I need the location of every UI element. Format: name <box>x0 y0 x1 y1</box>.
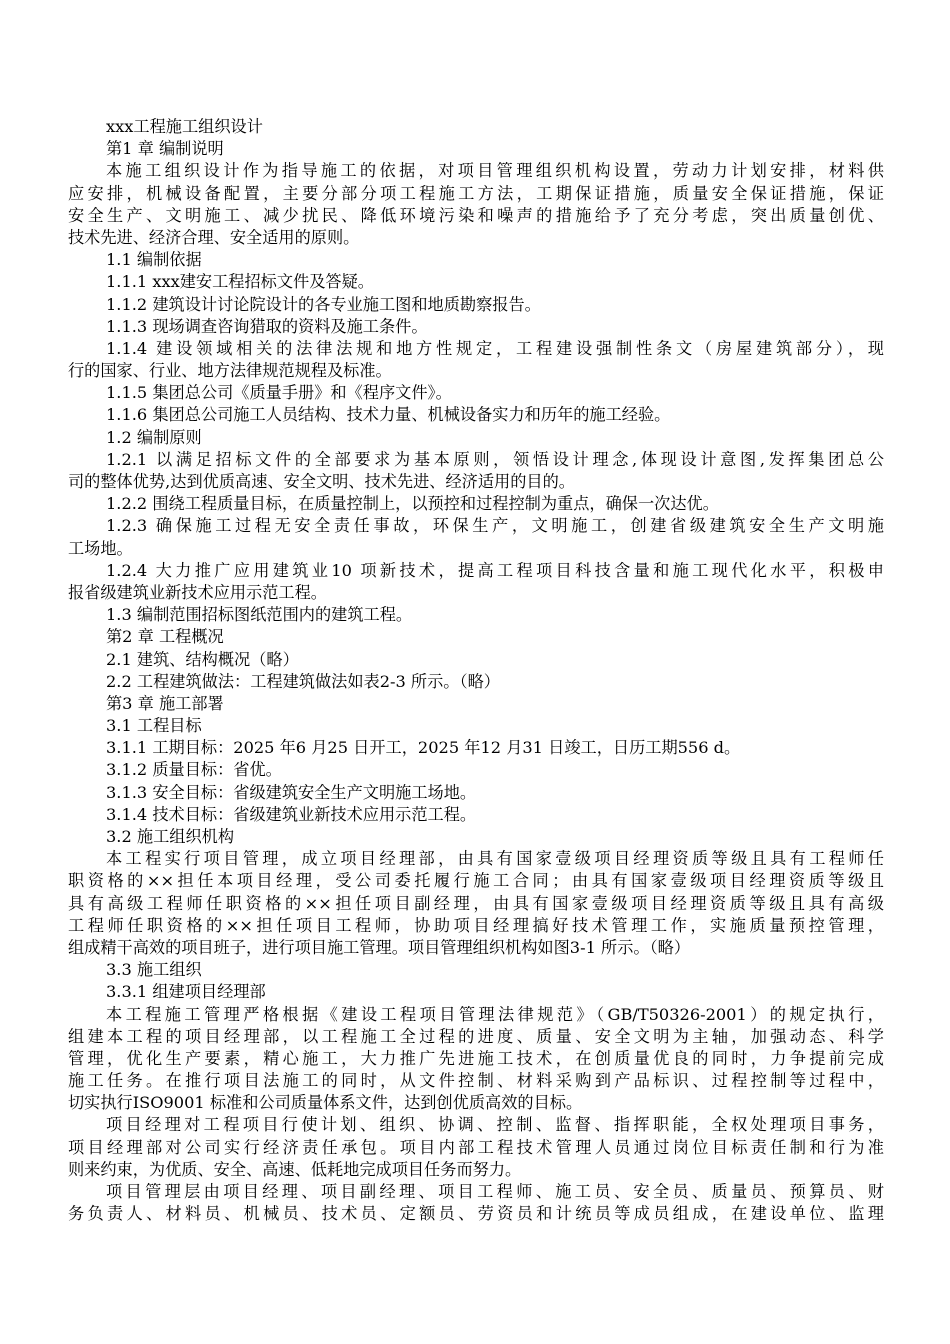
line-text: 1.1.4 建设领域相关的法律法规和地方性规定，工程建设强制性条文（房屋建筑部分），现 <box>106 338 884 358</box>
line-text: 职资格的××担任本项目经理，受公司委托履行施工合同；由具有国家壹级项目经理资质等级且 <box>68 871 884 891</box>
text-line <box>68 205 884 227</box>
line-text: 安全生产、文明施工、减少扰民、降低环境污染和噪声的措施给予了充分考虑，突出质量创优、 <box>68 205 884 225</box>
line-text: 组建本工程的项目经理部，以工程施工全过程的进度、质量、安全文明为主轴，加强动态、科学 <box>68 1026 884 1046</box>
text-line <box>68 116 884 138</box>
text-line <box>68 1137 884 1159</box>
text-line <box>68 449 884 471</box>
text-line <box>68 427 884 449</box>
text-line <box>68 1070 884 1092</box>
text-line <box>68 404 884 426</box>
text-line <box>68 1114 884 1136</box>
line-text: 务负责人、材料员、机械员、技术员、定额员、劳资员和计统员等成员组成，在建设单位、监理 <box>68 1204 884 1224</box>
text-line <box>68 937 884 959</box>
text-line <box>68 515 884 537</box>
text-line <box>68 1159 884 1181</box>
text-line <box>68 1004 884 1026</box>
text-line <box>68 471 884 493</box>
line-text: 报省级建筑业新技术应用示范工程。 <box>68 582 327 602</box>
line-text: 施工任务。在推行项目法施工的同时，从文件控制、材料采购到产品标识、过程控制等过程中， <box>68 1071 884 1091</box>
line-text: 组成精干高效的项目班子，进行项目施工管理。项目管理组织机构如图3-1 所示。（略） <box>68 937 691 957</box>
text-line <box>68 271 884 293</box>
text-line <box>68 1048 884 1070</box>
line-text: 行的国家、行业、地方法律规范规程及标准。 <box>68 361 392 381</box>
text-line <box>68 582 884 604</box>
line-text: 司的整体优势,达到优质高速、安全文明、技术先进、经济适用的目的。 <box>68 472 575 491</box>
text-line <box>68 227 884 249</box>
line-text: 本工程施工管理严格根据《建设工程项目管理法律规范》（GB/T50326-2001）的规定执行， <box>106 1004 884 1024</box>
text-line <box>68 870 884 892</box>
text-line <box>68 138 884 160</box>
text-line <box>68 338 884 360</box>
document-body <box>68 116 884 1225</box>
line-text: 3.1.4 技术目标：省级建筑业新技术应用示范工程。 <box>106 804 477 824</box>
line-text: 2.1 建筑、结构概况（略） <box>106 649 299 669</box>
text-line <box>68 671 884 693</box>
text-line <box>68 1026 884 1048</box>
line-text: 应安排，机械设备配置，主要分部分项工程施工方法，工期保证措施，质量安全保证措施，保证 <box>68 183 884 203</box>
line-text: 本施工组织设计作为指导施工的依据，对项目管理组织机构设置，劳动力计划安排，材料供 <box>106 161 884 181</box>
text-line <box>68 493 884 515</box>
line-text: 技术先进、经济合理、安全适用的原则。 <box>68 227 360 247</box>
text-line <box>68 782 884 804</box>
line-text: 第3 章 施工部署 <box>106 693 224 713</box>
line-text: 则来约束，为优质、安全、高速、低耗地完成项目任务而努力。 <box>68 1159 522 1179</box>
text-line <box>68 804 884 826</box>
text-line <box>68 160 884 182</box>
line-text: 1.2.2 围绕工程质量目标，在质量控制上，以预控和过程控制为重点，确保一次达优。 <box>106 494 719 514</box>
text-line <box>68 693 884 715</box>
line-text: 项目管理层由项目经理、项目副经理、项目工程师、施工员、安全员、质量员、预算员、财 <box>106 1182 884 1201</box>
line-text: 第1 章 编制说明 <box>106 139 224 159</box>
text-line <box>68 249 884 271</box>
line-text: 项目经理对工程项目行使计划、组织、协调、控制、监督、指挥职能，全权处理项目事务， <box>106 1115 884 1135</box>
text-line <box>68 759 884 781</box>
text-line <box>68 360 884 382</box>
text-line <box>68 981 884 1003</box>
line-text: 项目经理部对公司实行经济责任承包。项目内部工程技术管理人员通过岗位目标责任制和行为准 <box>68 1137 884 1157</box>
text-line <box>68 1203 884 1225</box>
text-line <box>68 959 884 981</box>
line-text: 3.3.1 组建项目经理部 <box>106 982 266 1002</box>
line-text: 1.2 编制原则 <box>106 427 202 447</box>
line-text: 3.3 施工组织 <box>106 960 202 980</box>
line-text: 3.1.2 质量目标：省优。 <box>106 760 282 780</box>
line-text: 3.2 施工组织机构 <box>106 827 235 846</box>
text-line <box>68 560 884 582</box>
text-line <box>68 626 884 648</box>
line-text: 1.1 编制依据 <box>106 250 202 270</box>
line-text: 1.3 编制范围招标图纸范围内的建筑工程。 <box>106 605 413 625</box>
line-text: 1.1.2 建筑设计讨论院设计的各专业施工图和地质勘察报告。 <box>106 294 541 314</box>
line-text: 工程师任职资格的××担任项目工程师，协助项目经理搞好技术管理工作，实施质量预控管理， <box>68 915 884 935</box>
text-line <box>68 826 884 848</box>
line-text: 工场地。 <box>68 538 133 558</box>
line-text: 3.1 工程目标 <box>106 716 202 736</box>
text-line <box>68 649 884 671</box>
line-text: 具有高级工程师任职资格的××担任项目副经理，由具有国家壹级项目经理资质等级且具有高级 <box>68 893 884 913</box>
text-line <box>68 1092 884 1114</box>
text-line <box>68 604 884 626</box>
line-text: 3.1.1 工期目标：2025 年6 月25 日开工，2025 年12 月31 日竣工，日历工期556 d。 <box>106 738 741 758</box>
line-text: 管理，优化生产要素，精心施工，大力推广先进施工技术，在创质量优良的同时，力争提前完成 <box>68 1048 884 1068</box>
text-line <box>68 715 884 737</box>
text-line <box>68 316 884 338</box>
text-line <box>68 737 884 759</box>
line-text: 1.1.6 集团总公司施工人员结构、技术力量、机械设备实力和历年的施工经验。 <box>106 405 671 425</box>
line-text: 1.1.5 集团总公司《质量手册》和《程序文件》。 <box>106 383 452 403</box>
line-text: 1.2.1 以满足招标文件的全部要求为基本原则，领悟设计理念,体现设计意图,发挥集团总公 <box>106 449 884 469</box>
line-text: 第2 章 工程概况 <box>106 627 224 647</box>
line-text: 1.1.3 现场调查咨询猎取的资料及施工条件。 <box>106 316 428 336</box>
line-text: 1.2.3 确保施工过程无安全责任事故，环保生产，文明施工，创建省级建筑安全生产文明施 <box>106 516 884 536</box>
line-text: 1.2.4 大力推广应用建筑业10 项新技术，提高工程项目科技含量和施工现代化水平，积极申 <box>106 560 884 580</box>
text-line <box>68 848 884 870</box>
line-text: 切实执行ISO9001 标准和公司质量体系文件，达到创优质高效的目标。 <box>68 1093 583 1113</box>
text-line <box>68 538 884 560</box>
text-line <box>68 1181 884 1203</box>
text-line <box>68 382 884 404</box>
text-line <box>68 915 884 937</box>
text-line <box>68 183 884 205</box>
line-text: 3.1.3 安全目标：省级建筑安全生产文明施工场地。 <box>106 782 477 802</box>
line-text: xxx工程施工组织设计 <box>106 117 263 136</box>
text-line <box>68 294 884 316</box>
line-text: 2.2 工程建筑做法：工程建筑做法如表2-3 所示。（略） <box>106 671 500 691</box>
text-line <box>68 893 884 915</box>
line-text: 本工程实行项目管理，成立项目经理部，由具有国家壹级项目经理资质等级且具有工程师任 <box>106 849 884 869</box>
line-text: 1.1.1 xxx建安工程招标文件及答疑。 <box>106 272 374 292</box>
